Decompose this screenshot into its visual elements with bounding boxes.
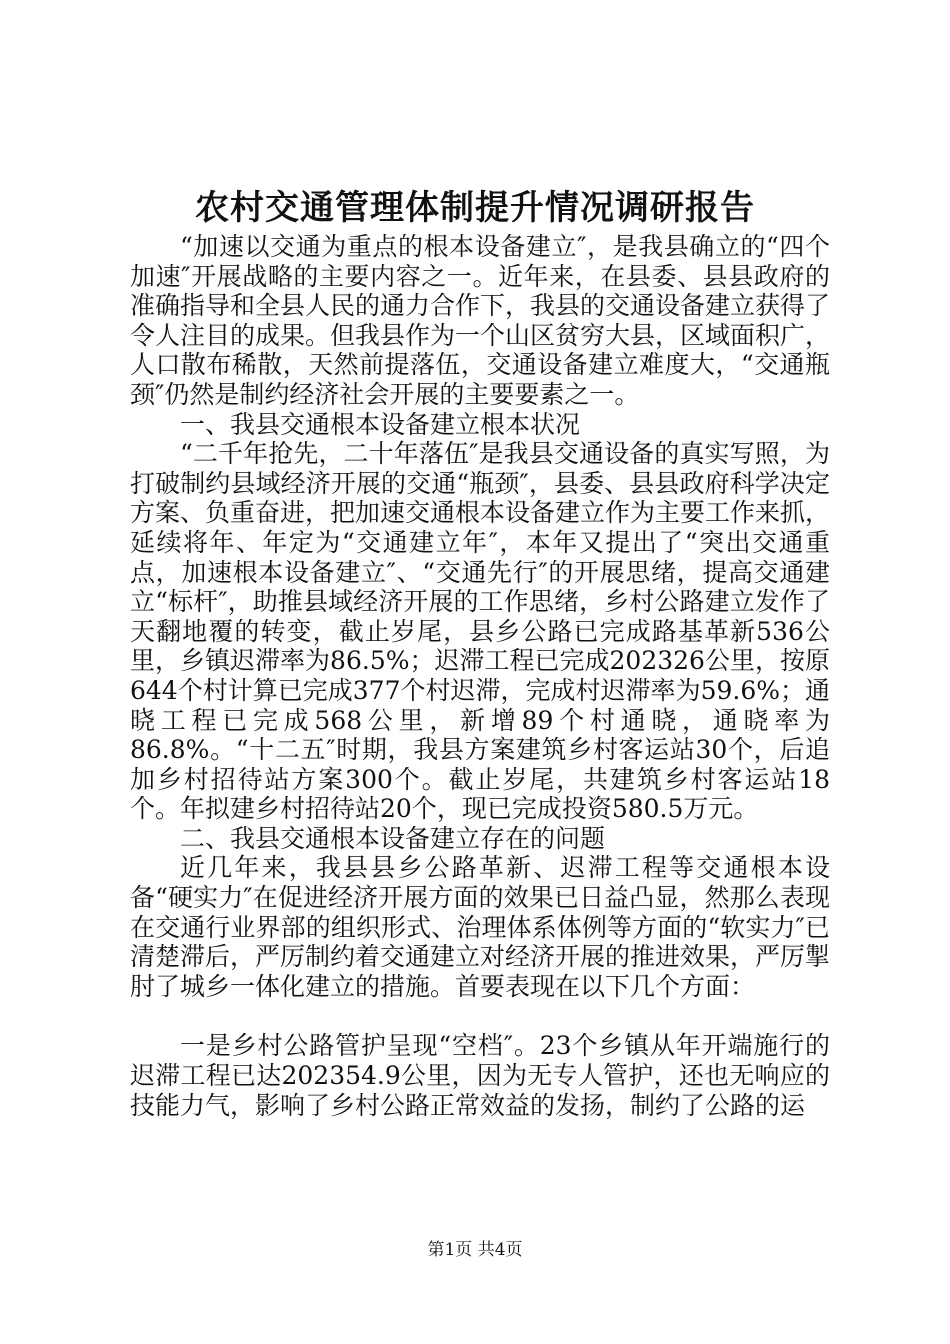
document-body — [130, 232, 830, 1120]
paragraph-status: “二千年抢先，二十年落伍″是我县交通设备的真实写照，为打破制约县域经济开展的交通“瓶颈″，县委、县县政府科学决定方案、负重奋进，把加速交通根本设备建立作为主要工作来抓，延续将年、年定为“交通建立年″，本年又提出了“突出交通重点，加速根本设备建立″、“交通先行″的开展思绪，提高交通建立“标杆″，助推县域经济开展的工作思绪，乡村公路建立发作了天翻地覆的转变，截止岁尾，县乡公路已完成路基革新536公里，乡镇迟滞率为86.5%；迟滞工程已完成202326公里，按原644个村计算已完成377个村迟滞，完成村迟滞率为59.6%；通晓工程已完成568公里，新增89个村通晓，通晓率为86.8%。“十二五″时期，我县方案建筑乡村客运站30个，后追加乡村招待站方案300个。截止岁尾，共建筑乡村客运站18个。年拟建乡村招待站20个，现已完成投资580.5万元。 — [130, 439, 831, 824]
paragraph-problems: 近几年来，我县县乡公路革新、迟滞工程等交通根本设备“硬实力″在促进经济开展方面的效果已日益凸显，然那么表现在交通行业界部的组织形式、治理体系体例等方面的“软实力″已清楚滞后，严厉制约着交通建立对经济开展的推进效果，严厉掣肘了城乡一体化建立的措施。首要表现在以下几个方面： — [130, 853, 831, 1001]
paragraph-problem-1: 一是乡村公路管护呈现“空档″。23个乡镇从年开端施行的迟滞工程已达202354.9公里，因为无专人管护，还也无响应的技能力气，影响了乡村公路正常效益的发扬，制约了公路的运 — [130, 1031, 830, 1120]
paragraph-gap — [130, 1001, 830, 1031]
section-heading-2: 二、我县交通根本设备建立存在的问题 — [180, 823, 606, 853]
page-number-footer: 第1页 共4页 — [427, 1240, 523, 1260]
document-title: 农村交通管理体制提升情况调研报告 — [195, 188, 755, 228]
paragraph-intro: “加速以交通为重点的根本设备建立″，是我县确立的“四个加速″开展战略的主要内容之一。近年来，在县委、县县政府的准确指导和全县人民的通力合作下，我县的交通设备建立获得了令人注目的成果。但我县作为一个山区贫穷大县，区域面积广，人口散布稀散，天然前提落伍，交通设备建立难度大，“交通瓶颈″仍然是制约经济社会开展的主要要素之一。 — [130, 232, 831, 409]
section-heading-1: 一、我县交通根本设备建立根本状况 — [180, 409, 581, 439]
